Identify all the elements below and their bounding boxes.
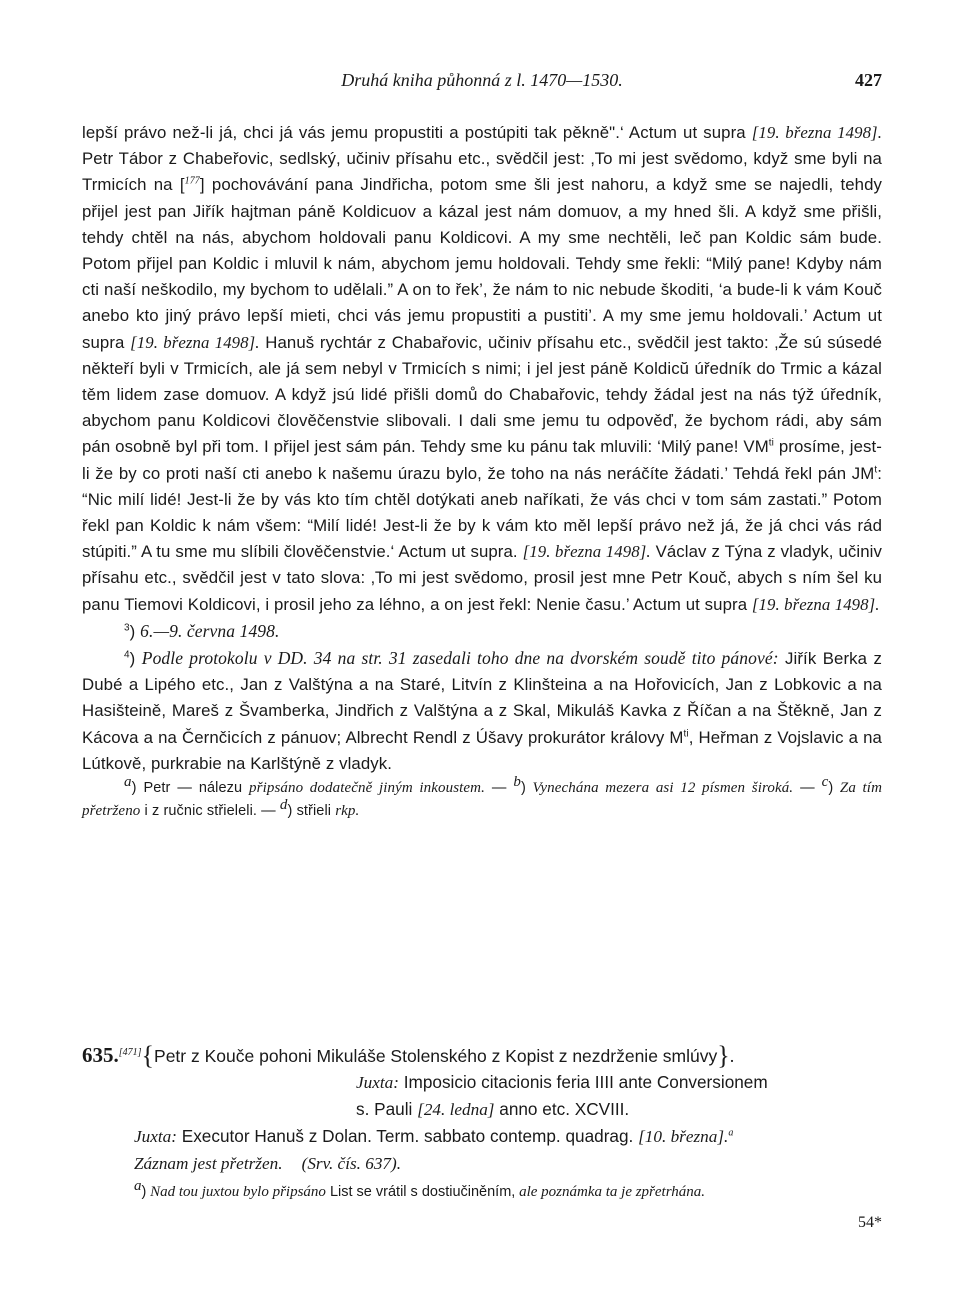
testimony-paragraph: lepší právo než-li já, chci já vás jemu propustiti a postúpiti tak pěkně".‘ Actum ut supra [19. března 1498]. Petr Tábor z Chabeřovic, sedlský, učiniv přísahu etc., svědčil jest: ‚To mi jest svědomo, když sme byli na Trmicích na [$^{177}$] pochovávání pana Jindřicha, potom sme šli jest nahoru, a když sme se najedli, tehdy přijel jest pan Jiřík hajtman páně Koldicuov a kázal jest nám domuov, a my hned šli. A když sme přišli, tehdy chtěl na nás, abychom holdovali panu Koldicovi. A my sme nechtěli, leč pan Koldic sám bude. Potom přijel pan Koldic i mluvil k nám, abychom jemu holdovali. Tehdy sme řekli: “Milý pane! Kdyby nám cti naší neškodilo, my bychom to udělali.” A on to řek’, že nám to nic nebude škoditi, ‘a bude-li k vám Kouč anebo kto jiný právo lepší mieti, chci vás jemu propustiti a pustiti’. A my sme jemu holdovali.’ Actum ut supra [19. března 1498]. Hanuš rychtár z Chabařovic, učiniv přísahu etc., svědčil jest takto: ‚Že sú súsedé někteří byli v Trmicích, ale já sem nebyl v Trmicích s nimi; i jel jest páně Koldicŭ úředník do Trmic a kázal těm lidem zase domuov. A když jsú lidé přišli domů do Chabařovic, tehdy žádal jest na nás týž úředník, abychom panu Koldicovi člověčenstvie slibovali. I dali sme jemu tu odpověď, že bychom rádi, aby sám pán osobně byl při tom. I přijel jest sám pán. Tehdy sme ku pánu tak mluvili: ‘Milý pane! $VM^{ti}$ prosíme, jest-li že by co proti naší cti anebo k našemu úrazu bylo, že toho na nás neráčíte žádati.’ Tehdá řekl pán $JM^t$: “Nic milí lidé! Jest-li že by vás kto tím chtěl dotýkati aneb naříkati, že vás chci v tom sám zastati.” Potom řekl pan Koldic k nám všem: “Milí lidé! Jest-li že by k vám kto měl lepší právo než já, že já chci vás rád stúpiti.” A tu sme mu slíbili člověčenstvie.‘ Actum ut supra. [19. března 1498]. Václav z Týna z vladyk, učiniv přísahu etc., svědčil jest v tato slova: ‚To mi jest svědomo, prosil jest mne Petr Kouč, abych s ním šel ku panu Tiemovi Koldicovi, i prosil jeho za léhno, a on jest řekl: Nenie času.’ Actum ut supra [19. března 1498]. xyxy=(82,123,883,614)
entry-footnote: $^a$) Nad tou juxtou bylo připsáno List se vrátil s dostiučiněním, ale poznámka ta je zpřetrhána. xyxy=(134,1178,706,1200)
footnote-3: $^3$) 6.—9. června 1498. xyxy=(124,620,280,641)
signature-mark: 54* xyxy=(858,1214,882,1231)
entry-heading: 635.[471]{Petr z Kouče pohoni Mikuláše Stolenského z Kopist z nezdrženie smlúvy}. xyxy=(82,1041,735,1070)
main-text xyxy=(82,120,882,823)
brace-close: } xyxy=(717,1041,730,1070)
critical-apparatus: $^a$) Petr — nálezu připsáno dodatečně jiným inkoustem. — $^b$) Vynechána mezera asi 12 písmen široká. — $^c$) Za tím přetrženo i z ručnic střieleli. — $^d$) střieli rkp. xyxy=(82,774,883,820)
juxta-1: Juxta: Imposicio citacionis feria IIII ante Conversionem xyxy=(356,1072,768,1092)
entry-number: 635. xyxy=(82,1043,119,1067)
record-status: Záznam jest přetržen. (Srv. čís. 637). xyxy=(134,1154,402,1173)
footnotes xyxy=(82,618,882,777)
page-number: 427 xyxy=(855,70,882,90)
running-title: Druhá kniha půhonná z l. 1470—1530. xyxy=(341,70,623,90)
juxta-1-cont: s. Pauli [24. ledna] anno etc. XCVIII. xyxy=(356,1099,630,1119)
entry-title: Petr z Kouče pohoni Mikuláše Stolenského z Kopist z nezdrženie smlúvy xyxy=(154,1046,718,1066)
juxta-2: Juxta: Executor Hanuš z Dolan. Term. sabbato contemp. quadrag. [10. března].$^a$ xyxy=(134,1126,734,1146)
entry-635 xyxy=(82,1040,882,1203)
entry-reference: [471] xyxy=(118,1047,142,1058)
page-header xyxy=(82,70,882,96)
footnote-4: $^4$) Podle protokolu v DD. 34 na str. 31 zasedali toho dne na dvorském soudě tito pánové: Jiřík Berka z Dubé a Lipého etc., Jan z Valštýna a na Staré, Litvín z Klinšteina a na Hořovicích, Jan z Lobkovic a na Hasišteině, Mareš z Švamberka, Jindřich z Valštýna a z Skal, Mikuláš Kavka z Říčan a na Štěkně, Jan z Kácova a na Černčicích z pánuov; Albrecht Rendl z Úšavy prokurátor královy $M^{ti}$, Heřman z Vojslavic a na Lútkově, purkrabie na Karlštýně z vladyk. xyxy=(82,648,882,773)
brace-open: { xyxy=(141,1041,155,1070)
